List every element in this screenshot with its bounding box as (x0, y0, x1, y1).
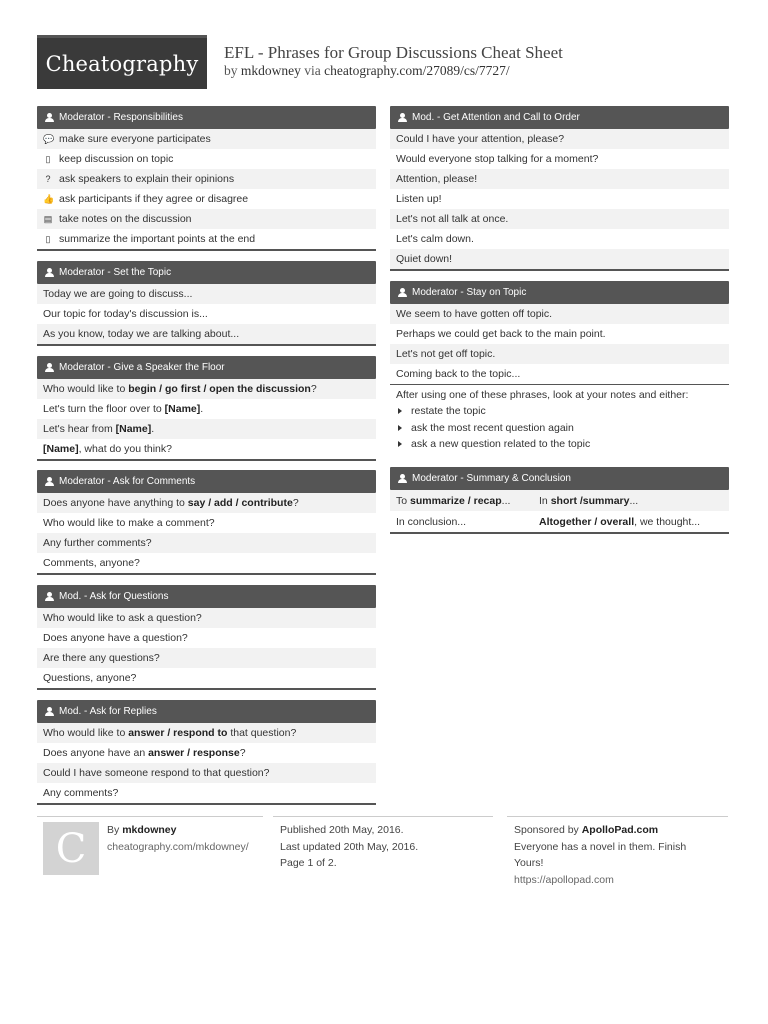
avatar-letter: C (55, 825, 87, 872)
section-attention (390, 106, 729, 271)
list-item-bold: answer / respond to (128, 727, 228, 739)
list-item (37, 189, 376, 209)
table-cell (390, 516, 533, 528)
list-item: Let's calm down. (390, 229, 729, 249)
section-title: Moderator - Summary & Conclusion (412, 473, 571, 484)
cell-pre: To (396, 494, 411, 507)
list-item: Let's not get off topic. (390, 344, 729, 364)
list-item (37, 783, 376, 803)
list-item (37, 723, 376, 743)
list-item-post: ? (292, 497, 299, 509)
section-body (37, 608, 376, 690)
bullet-item: ask a new question related to the topic (398, 436, 729, 453)
list-item-pre: Comments, anyone? (43, 557, 140, 569)
list-item-post: ? (310, 383, 317, 395)
page-number: Page 1 of 2. (280, 857, 337, 869)
list-item-text: make sure everyone participates (59, 133, 211, 145)
section-ask-comments (37, 470, 376, 575)
list-item-pre: Who would like to make a comment? (43, 517, 215, 529)
list-item-pre: Who would like to (43, 383, 129, 395)
cell-pre: In (539, 494, 551, 507)
list-item-pre: Let's turn the floor over to (43, 403, 165, 415)
section-title: Mod. - Ask for Replies (59, 706, 157, 717)
list-item: Quiet down! (390, 249, 729, 269)
sheet-url-link[interactable]: cheatography.com/27089/cs/7727/ (324, 63, 510, 78)
table-cell (533, 495, 723, 507)
section-body (390, 304, 729, 385)
published-date: Published 20th May, 2016. (280, 824, 404, 836)
bullet-list (390, 403, 729, 456)
footer-author-url[interactable]: cheatography.com/mkdowney/ (107, 840, 249, 853)
by-label: By (107, 824, 120, 836)
section-set-topic (37, 261, 376, 346)
list-item: Perhaps we could get back to the main point. (390, 324, 729, 344)
bullet-item: restate the topic (398, 403, 729, 420)
list-item: We seem to have gotten off topic. (390, 304, 729, 324)
list-item (37, 553, 376, 573)
list-item (37, 169, 376, 189)
logo-text: Cheatography (45, 51, 199, 76)
list-item (37, 743, 376, 763)
section-header (37, 356, 376, 379)
section-header (37, 700, 376, 723)
footer-divider (37, 816, 263, 817)
bullet-item: ask the most recent question again (398, 420, 729, 437)
user-icon (398, 288, 407, 297)
footer-sponsor (514, 822, 686, 888)
list-item: Who would like to ask a question? (37, 608, 376, 628)
section-responsibilities (37, 106, 376, 251)
list-item-text: ask participants if they agree or disagree (59, 193, 249, 205)
list-item (37, 399, 376, 419)
section-body (37, 493, 376, 575)
list-item (37, 229, 376, 249)
list-item-post: that question? (227, 727, 297, 739)
section-header (390, 467, 729, 490)
list-item (37, 533, 376, 553)
list-item-text: keep discussion on topic (59, 153, 174, 165)
section-stay-topic (390, 281, 729, 456)
list-item-post: , what do you think? (78, 443, 172, 455)
list-item (37, 419, 376, 439)
section-ask-questions (37, 585, 376, 690)
table-cell (533, 516, 723, 528)
via-text: via (304, 63, 321, 78)
list-item-bold: answer / response (148, 747, 240, 759)
cell-pre: In conclusion... (396, 515, 467, 528)
section-header (37, 106, 376, 129)
list-item-bold: [Name] (164, 403, 201, 415)
cell-post: , we thought... (634, 515, 701, 528)
table-row (390, 490, 729, 511)
footer-author (107, 822, 249, 855)
section-give-floor (37, 356, 376, 461)
sponsor-tagline: Yours! (514, 857, 544, 869)
list-item-post: . (151, 423, 155, 435)
list-item: Listen up! (390, 189, 729, 209)
section-title: Moderator - Set the Topic (59, 267, 172, 278)
section-ask-replies (37, 700, 376, 805)
cell-bold: summarize / recap (410, 494, 502, 507)
section-header (390, 281, 729, 304)
user-icon (398, 113, 407, 122)
cell-post: ... (629, 494, 639, 507)
list-item (37, 493, 376, 513)
section-body (37, 723, 376, 805)
list-item: As you know, today we are talking about... (37, 324, 376, 344)
list-item-text: take notes on the discussion (59, 213, 192, 225)
section-header (37, 261, 376, 284)
by-prefix: by (224, 63, 238, 78)
cell-bold: short /summary (550, 494, 630, 507)
list-item: Our topic for today's discussion is... (37, 304, 376, 324)
list-item-post: . (200, 403, 204, 415)
author-avatar[interactable] (43, 822, 99, 875)
list-item-bold: begin / go first / open the discussion (128, 383, 311, 395)
section-body (390, 129, 729, 271)
user-icon (45, 268, 54, 277)
list-item-pre: Does anyone have anything to (43, 497, 188, 509)
list-item-pre: Could I have someone respond to that question? (43, 767, 270, 779)
section-title: Moderator - Give a Speaker the Floor (59, 362, 225, 373)
footer-divider (507, 816, 728, 817)
sponsored-by-label: Sponsored by (514, 824, 579, 836)
user-icon (45, 707, 54, 716)
table-cell (390, 495, 533, 507)
list-item: Let's not all talk at once. (390, 209, 729, 229)
cheatography-logo[interactable] (37, 35, 207, 89)
section-title: Moderator - Responsibilities (59, 112, 183, 123)
section-title: Mod. - Get Attention and Call to Order (412, 112, 580, 123)
list-item-bold: say / add / contribute (187, 497, 293, 509)
section-title: Moderator - Stay on Topic (412, 287, 527, 298)
section-header (37, 585, 376, 608)
table-row (390, 511, 729, 532)
user-icon (398, 474, 407, 483)
list-item: Coming back to the topic... (390, 364, 729, 384)
list-item (37, 149, 376, 169)
sponsor-link[interactable]: ApolloPad.com (581, 824, 659, 836)
list-item-post: ? (239, 747, 246, 759)
list-item-pre: Does anyone have an (43, 747, 149, 759)
list-item (37, 439, 376, 459)
updated-date: Last updated 20th May, 2016. (280, 840, 419, 853)
list-item (37, 763, 376, 783)
sponsor-tagline: Everyone has a novel in them. Finish (514, 840, 687, 853)
cell-bold: Altogether / overall (539, 515, 635, 528)
section-header (390, 106, 729, 129)
list-item-pre: Let's hear from (43, 423, 116, 435)
section-body (37, 129, 376, 251)
comments-icon: 💬 (43, 133, 55, 144)
author-link[interactable]: mkdowney (240, 63, 301, 78)
section-body (390, 490, 729, 534)
user-icon (45, 363, 54, 372)
footer-dates (280, 822, 418, 872)
list-item-pre: Who would like to (43, 727, 129, 739)
page-title: EFL - Phrases for Group Discussions Cheat Sheet (224, 43, 563, 62)
list-item: Today we are going to discuss... (37, 284, 376, 304)
list-item: Does anyone have a question? (37, 628, 376, 648)
list-item: Questions, anyone? (37, 668, 376, 688)
section-summary (390, 467, 729, 534)
list-item (37, 209, 376, 229)
section-header (37, 470, 376, 493)
list-item-pre: Any further comments? (43, 537, 152, 549)
list-item: Are there any questions? (37, 648, 376, 668)
user-icon (45, 592, 54, 601)
missing-glyph-icon: ▯ (45, 153, 51, 164)
list-item (37, 129, 376, 149)
list-item: Could I have your attention, please? (390, 129, 729, 149)
list-item (37, 379, 376, 399)
list-item (37, 513, 376, 533)
footer-author-link[interactable]: mkdowney (122, 824, 177, 836)
list-item: Attention, please! (390, 169, 729, 189)
list-item-text: ask speakers to explain their opinions (59, 173, 235, 185)
list-item-text: summarize the important points at the end (59, 233, 256, 245)
list-item-pre: Any comments? (43, 787, 119, 799)
list-item-bold: [Name] (43, 443, 79, 455)
file-icon: ▤ (43, 213, 53, 224)
section-body (37, 284, 376, 346)
section-body (37, 379, 376, 461)
question-icon: ? (45, 174, 51, 184)
byline (224, 63, 510, 79)
thumbs-up-icon: 👍 (43, 193, 55, 204)
user-icon (45, 477, 54, 486)
cell-post: ... (501, 494, 511, 507)
footer-divider (273, 816, 493, 817)
user-icon (45, 113, 54, 122)
section-title: Mod. - Ask for Questions (59, 591, 169, 602)
list-item: Would everyone stop talking for a moment? (390, 149, 729, 169)
section-title: Moderator - Ask for Comments (59, 476, 196, 487)
sponsor-url[interactable]: https://apollopad.com (514, 873, 614, 886)
section-note: After using one of these phrases, look at your notes and either: (396, 389, 689, 401)
missing-glyph-icon: ▯ (45, 233, 51, 244)
list-item-bold: [Name] (115, 423, 152, 435)
